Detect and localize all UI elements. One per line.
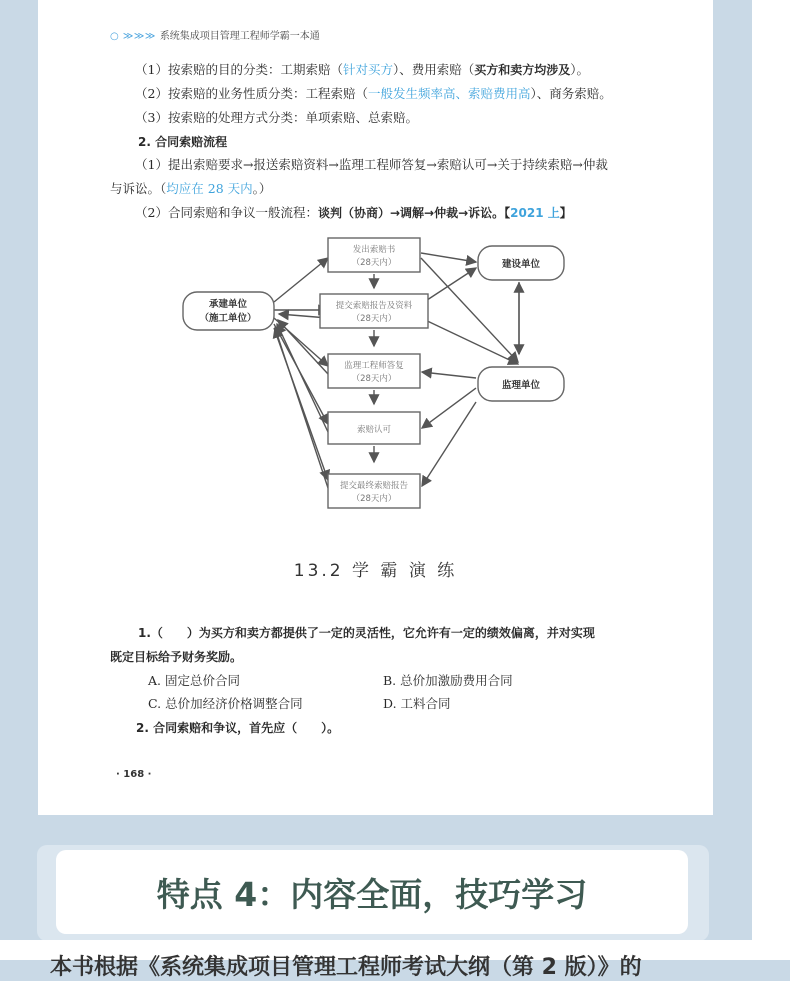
text-line-2: （2）按索赔的业务性质分类：工程索赔（一般发生频率高、索赔费用高）、商务索赔。 bbox=[135, 86, 612, 101]
svg-text:承建单位: 承建单位 bbox=[208, 299, 248, 310]
svg-text:提交索赔报告及资料: 提交索赔报告及资料 bbox=[335, 301, 413, 311]
step-box-2 bbox=[320, 294, 428, 328]
svg-text:（28天内）: （28天内） bbox=[351, 374, 397, 384]
text-line-3: （3）按索赔的处理方式分类：单项索赔、总索赔。 bbox=[135, 110, 418, 125]
text-line-1: （1）按索赔的目的分类：工期索赔（针对买方）、费用索赔（买方和卖方均涉及）。 bbox=[135, 62, 590, 77]
svg-text:（28天内）: （28天内） bbox=[351, 494, 397, 504]
step-box-5 bbox=[328, 474, 420, 508]
question-1-line-2: 既定目标给予财务奖励。 bbox=[110, 650, 243, 664]
node-owner bbox=[478, 246, 564, 280]
right-frame bbox=[752, 0, 790, 960]
svg-text:监理工程师答复: 监理工程师答复 bbox=[344, 361, 404, 371]
book-page bbox=[38, 0, 713, 815]
feature-banner: 特点 4：内容全面，技巧学习 bbox=[56, 850, 688, 934]
option-c: C. 总价加经济价格调整合同 bbox=[148, 696, 303, 711]
book-title: 系统集成项目管理工程师学霸一本通 bbox=[159, 31, 320, 42]
svg-text:建设单位: 建设单位 bbox=[501, 259, 541, 270]
step-box-3 bbox=[328, 354, 420, 388]
section-title: 13.2 学 霸 演 练 bbox=[293, 561, 458, 581]
subheading: 2. 合同索赔流程 bbox=[138, 135, 228, 149]
svg-text:索赔认可: 索赔认可 bbox=[356, 425, 392, 435]
page-number: · 168 · bbox=[116, 769, 152, 780]
svg-text:提交最终索赔报告: 提交最终索赔报告 bbox=[339, 481, 409, 491]
svg-text:发出索赔书: 发出索赔书 bbox=[352, 245, 396, 255]
text-line-6: 与诉讼。（均应在 28 天内。） bbox=[110, 181, 272, 196]
step-box-4 bbox=[328, 412, 420, 444]
text-line-5: （1）提出索赔要求→报送索赔资料→监理工程师答复→索赔认可→关于持续索赔→仲裁 bbox=[135, 157, 608, 172]
node-contractor bbox=[183, 292, 274, 330]
svg-text:监理单位: 监理单位 bbox=[501, 380, 541, 391]
svg-text:（28天内）: （28天内） bbox=[351, 314, 397, 324]
svg-text:（施工单位）: （施工单位） bbox=[199, 313, 257, 324]
option-d: D. 工料合同 bbox=[383, 696, 451, 711]
claim-flow-diagram bbox=[38, 0, 713, 815]
text-line-7: （2）合同索赔和争议一般流程：谈判（协商）→调解→仲裁→诉讼。【2021 上】 bbox=[135, 205, 572, 220]
header-arrows: ○ ≫≫≫ bbox=[110, 31, 156, 42]
node-supervisor bbox=[478, 367, 564, 401]
question-1-line-1: 1.（ ）为买方和卖方都提供了一定的灵活性，它允许有一定的绩效偏离，并对实现 bbox=[138, 626, 595, 640]
svg-text:（28天内）: （28天内） bbox=[351, 258, 397, 268]
option-b: B. 总价加激励费用合同 bbox=[383, 673, 513, 688]
cut-off-text: 本书根据《系统集成项目管理工程师考试大纲（第 2 版）》的 bbox=[50, 955, 642, 980]
step-box-1 bbox=[328, 238, 420, 272]
option-a: A. 固定总价合同 bbox=[148, 673, 240, 688]
question-2: 2. 合同索赔和争议，首先应（ ）。 bbox=[136, 721, 340, 735]
